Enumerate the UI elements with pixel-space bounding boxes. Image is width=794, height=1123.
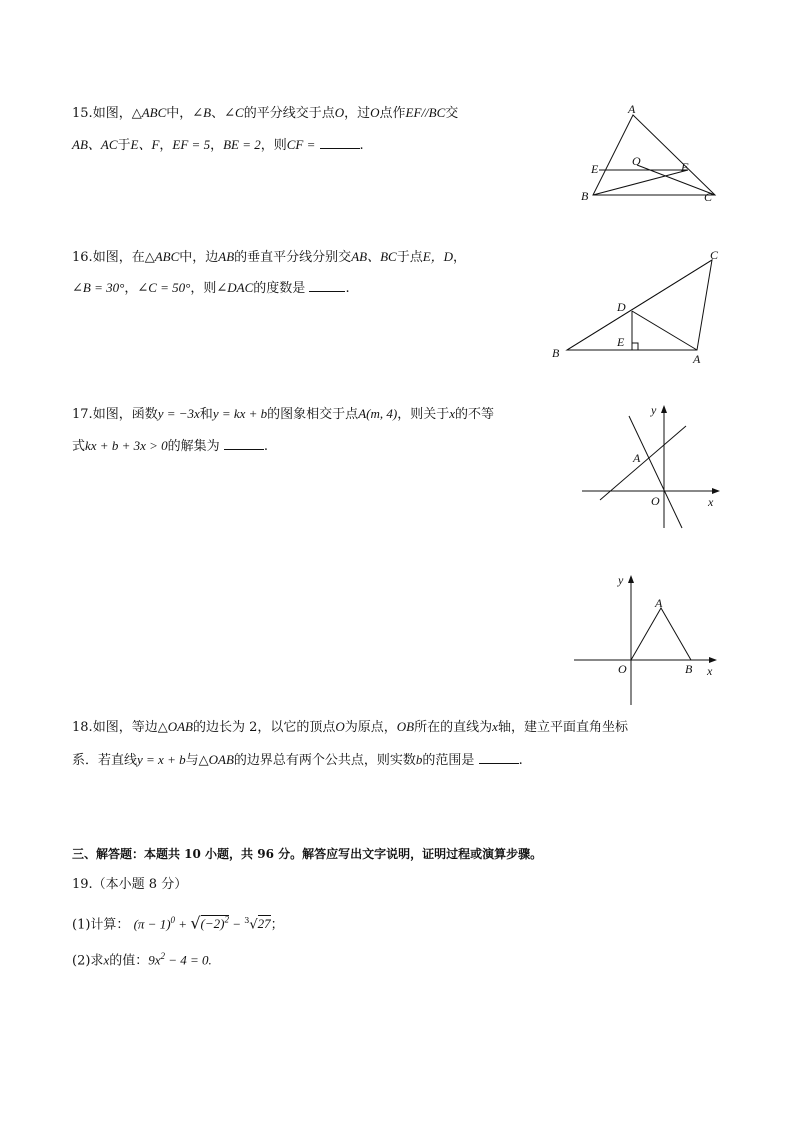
q15-figure <box>575 103 725 208</box>
label-C: C <box>704 190 713 204</box>
q15-line1: 15.如图，△ABC中，∠B、∠C的平分线交于点O，过O点作EF//BC交 <box>72 105 459 121</box>
label-B: B <box>552 346 560 360</box>
q16-line2: ∠B = 30°，∠C = 50°，则∠DAC的度数是 . <box>72 280 350 296</box>
q17-line1: 17.如图，函数y = −3x和y = kx + b的图象相交于点A(m, 4)，则关于x的不等 <box>72 406 494 422</box>
answer-blank[interactable] <box>320 136 360 149</box>
answer-blank[interactable] <box>479 751 519 764</box>
q15-line2: AB、AC于E、F，EF = 5，BE = 2，则CF = . <box>72 137 364 153</box>
label-x: x <box>707 664 713 678</box>
label-A: A <box>655 596 663 610</box>
label-E: E <box>617 335 625 349</box>
q16-figure <box>545 245 730 370</box>
label-O: O <box>618 662 627 676</box>
label-A: A <box>633 451 641 465</box>
q18-figure <box>570 572 725 707</box>
cbrt-sign: √ <box>249 917 258 933</box>
q19-part2: (2)求x的值：$9x^2 - 4 = 0$. <box>72 951 212 969</box>
label-F: F <box>681 160 689 174</box>
q16-number: 16. <box>72 250 93 265</box>
q18-line2: 系．若直线y = x + b与△OAB的边界总有两个公共点，则实数b的范围是 . <box>72 752 523 768</box>
label-y: y <box>651 403 657 417</box>
label-y: y <box>618 573 624 587</box>
label-E: E <box>591 162 599 176</box>
label-O: O <box>632 154 641 168</box>
label-A: A <box>628 103 636 116</box>
q16-line1: 16.如图，在△ABC中，边AB的垂直平分线分别交AB、BC于点E，D， <box>72 249 467 265</box>
q18-line1: 18.如图，等边△OAB的边长为 2，以它的顶点O为原点，OB所在的直线为x轴，建立平面直角坐标 <box>72 719 628 735</box>
label-O: O <box>651 494 660 508</box>
label-B: B <box>581 189 589 203</box>
q19-part1: (1)计算： $(\pi - 1)^0 + √(-2)^2 - ^3√27$； <box>72 913 284 933</box>
sqrt-sign: √ <box>190 913 201 933</box>
label-B: B <box>685 662 693 676</box>
answer-blank[interactable] <box>309 279 345 292</box>
q17-number: 17. <box>72 407 93 422</box>
q19-heading: 19.（本小题 8 分） <box>72 877 188 892</box>
q15-number: 15. <box>72 106 93 121</box>
q17-line2: 式kx + b + 3x > 0的解集为 . <box>72 438 268 454</box>
label-x: x <box>708 495 714 509</box>
label-A: A <box>693 352 701 366</box>
label-C: C <box>710 248 719 262</box>
section-title: 三、解答题：本题共 10 小题，共 96 分。解答应写出文字说明，证明过程或演算步骤。 <box>72 847 543 861</box>
label-D: D <box>617 300 626 314</box>
answer-blank[interactable] <box>224 437 264 450</box>
q17-figure <box>578 402 728 532</box>
q18-number: 18. <box>72 720 93 735</box>
